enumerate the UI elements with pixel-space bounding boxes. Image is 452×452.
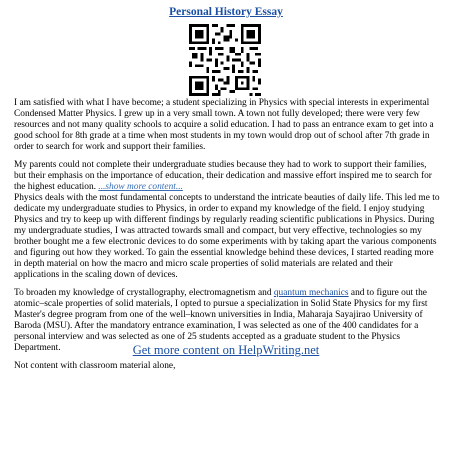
essay-body bbox=[14, 98, 440, 379]
paragraph-2-text-a: My parents could not complete their undergraduate studies because they had to work to support their families, but their emphasis on the importance of education, their dedication and massive effort inspired me to search for the highest education. bbox=[14, 160, 432, 192]
paragraph-4: Not content with classroom material alone, bbox=[14, 361, 176, 371]
helpwriting-link[interactable]: Get more content on HelpWriting.net bbox=[132, 343, 320, 357]
paragraph-3-text-b: and to figure out the atomic–scale properties of solid materials, I opted to pursue a specialization in Solid State Physics for my first Master's degree program from one of the well–known universities in India, Maharaja Sayajirao University of Baroda (MSU). After the mandatory entrance examination, I was selected as one of the 400 candidates for a personal interview and was selected as one of 25 students accepted as a graduate student to the Physics Department. bbox=[14, 288, 428, 353]
essay-title-link[interactable]: Personal History Essay bbox=[169, 6, 283, 18]
paragraph-2 bbox=[14, 160, 440, 281]
quantum-mechanics-link[interactable]: quantum mechanics bbox=[273, 288, 349, 298]
show-more-link[interactable]: ...show more content... bbox=[98, 182, 183, 192]
qr-code-icon bbox=[189, 24, 261, 96]
paragraph-1: I am satisfied with what I have become; a student specializing in Physics with special interests in experimental Condensed Matter Physics. I grew up in a very small town. A town not fully developed; there were very few resources and not many quality schools to acquire a solid education. I had to pass an entrance exam to get into a good school for 8th grade at a time when most students in my town would drop out of school after 7th grade in order to search for work and support their families. bbox=[14, 98, 434, 152]
paragraph-3-text-a: To broaden my knowledge of crystallography, electromagnetism and bbox=[14, 288, 272, 298]
paragraph-2-text-b: Physics deals with the most fundamental concepts to understand the intricate beauties of daily life. This led me to dedicate my undergraduate studies to Physics, in order to expand my knowledge of the field. I enjoy studying Physics and try to keep up with different findings by regularly reading scientific publications in Physics. During my undergraduate studies, I was attracted towards small and compact, but very effective, technologies so my brother bought me a few electronic devices to do some experiments with by taking apart the various components and figuring out how they worked. To gain the essential knowledge behind these devices, I started reading more in depth material on how the macro and micro scale properties of solid materials are related and their applications in the scaling down of devices. bbox=[14, 193, 440, 280]
